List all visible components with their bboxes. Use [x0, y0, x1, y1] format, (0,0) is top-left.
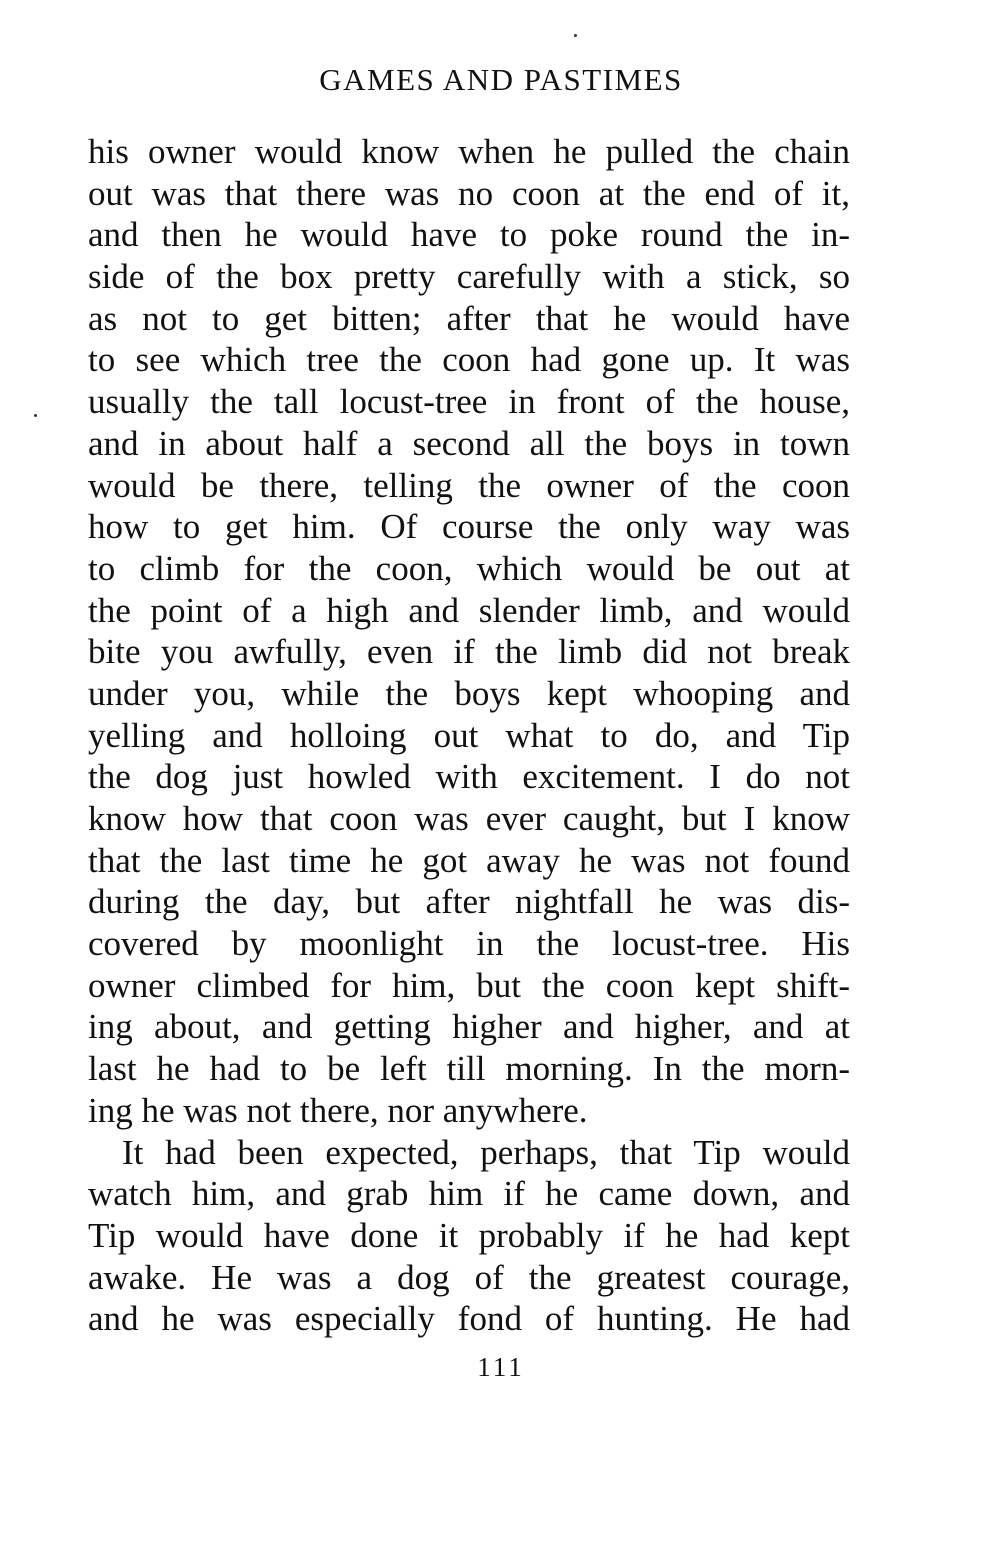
text-line: side of the box pretty carefully with a stick, so [88, 257, 850, 297]
text-line: Tip would have done it probably if he had kept [88, 1215, 850, 1255]
text-line: awake. He was a dog of the greatest courage, [88, 1257, 850, 1297]
text-line: how to get him. Of course the only way was [88, 507, 850, 547]
page-number: 111 [477, 1352, 525, 1382]
text-line: watch him, and grab him if he came down, and [88, 1174, 850, 1214]
paragraph-start-line: It had been expected, perhaps, that Tip would [122, 1132, 850, 1172]
text-line: as not to get bitten; after that he would have [88, 298, 850, 338]
text-line: and he was especially fond of hunting. He had [88, 1299, 850, 1339]
text-line: that the last time he got away he was not found [88, 840, 850, 880]
text-line: the dog just howled with excitement. I do not [88, 757, 850, 797]
text-line: under you, while the boys kept whooping and [88, 673, 850, 713]
text-line: his owner would know when he pulled the chain [88, 132, 850, 171]
text-line: out was that there was no coon at the end of it, [88, 173, 850, 213]
text-line: yelling and holloing out what to do, and Tip [88, 715, 850, 755]
text-line: covered by moonlight in the locust-tree. His [88, 924, 850, 964]
text-line: bite you awfully, even if the limb did not break [88, 632, 850, 672]
text-line: during the day, but after nightfall he was dis- [88, 882, 850, 922]
body-text [88, 131, 850, 1340]
text-line: last he had to be left till morning. In the morn- [88, 1049, 850, 1089]
text-line: usually the tall locust-tree in front of the house, [88, 382, 850, 422]
text-line: to climb for the coon, which would be out at [88, 548, 850, 588]
text-line: would be there, telling the owner of the coon [88, 465, 850, 505]
text-line: and then he would have to poke round the in- [88, 215, 850, 255]
text-line: and in about half a second all the boys in town [88, 423, 850, 463]
text-line: owner climbed for him, but the coon kept shift- [88, 965, 850, 1005]
ink-speck [34, 414, 37, 417]
ink-speck [574, 34, 577, 37]
text-line: ing about, and getting higher and higher, and at [88, 1007, 850, 1047]
text-line: the point of a high and slender limb, and would [88, 590, 850, 630]
text-line: to see which tree the coon had gone up. It was [88, 340, 850, 380]
paragraph-end-line: ing he was not there, nor anywhere. [88, 1090, 588, 1130]
text-line: know how that coon was ever caught, but I know [88, 799, 850, 838]
running-head: GAMES AND PASTIMES [319, 62, 683, 97]
